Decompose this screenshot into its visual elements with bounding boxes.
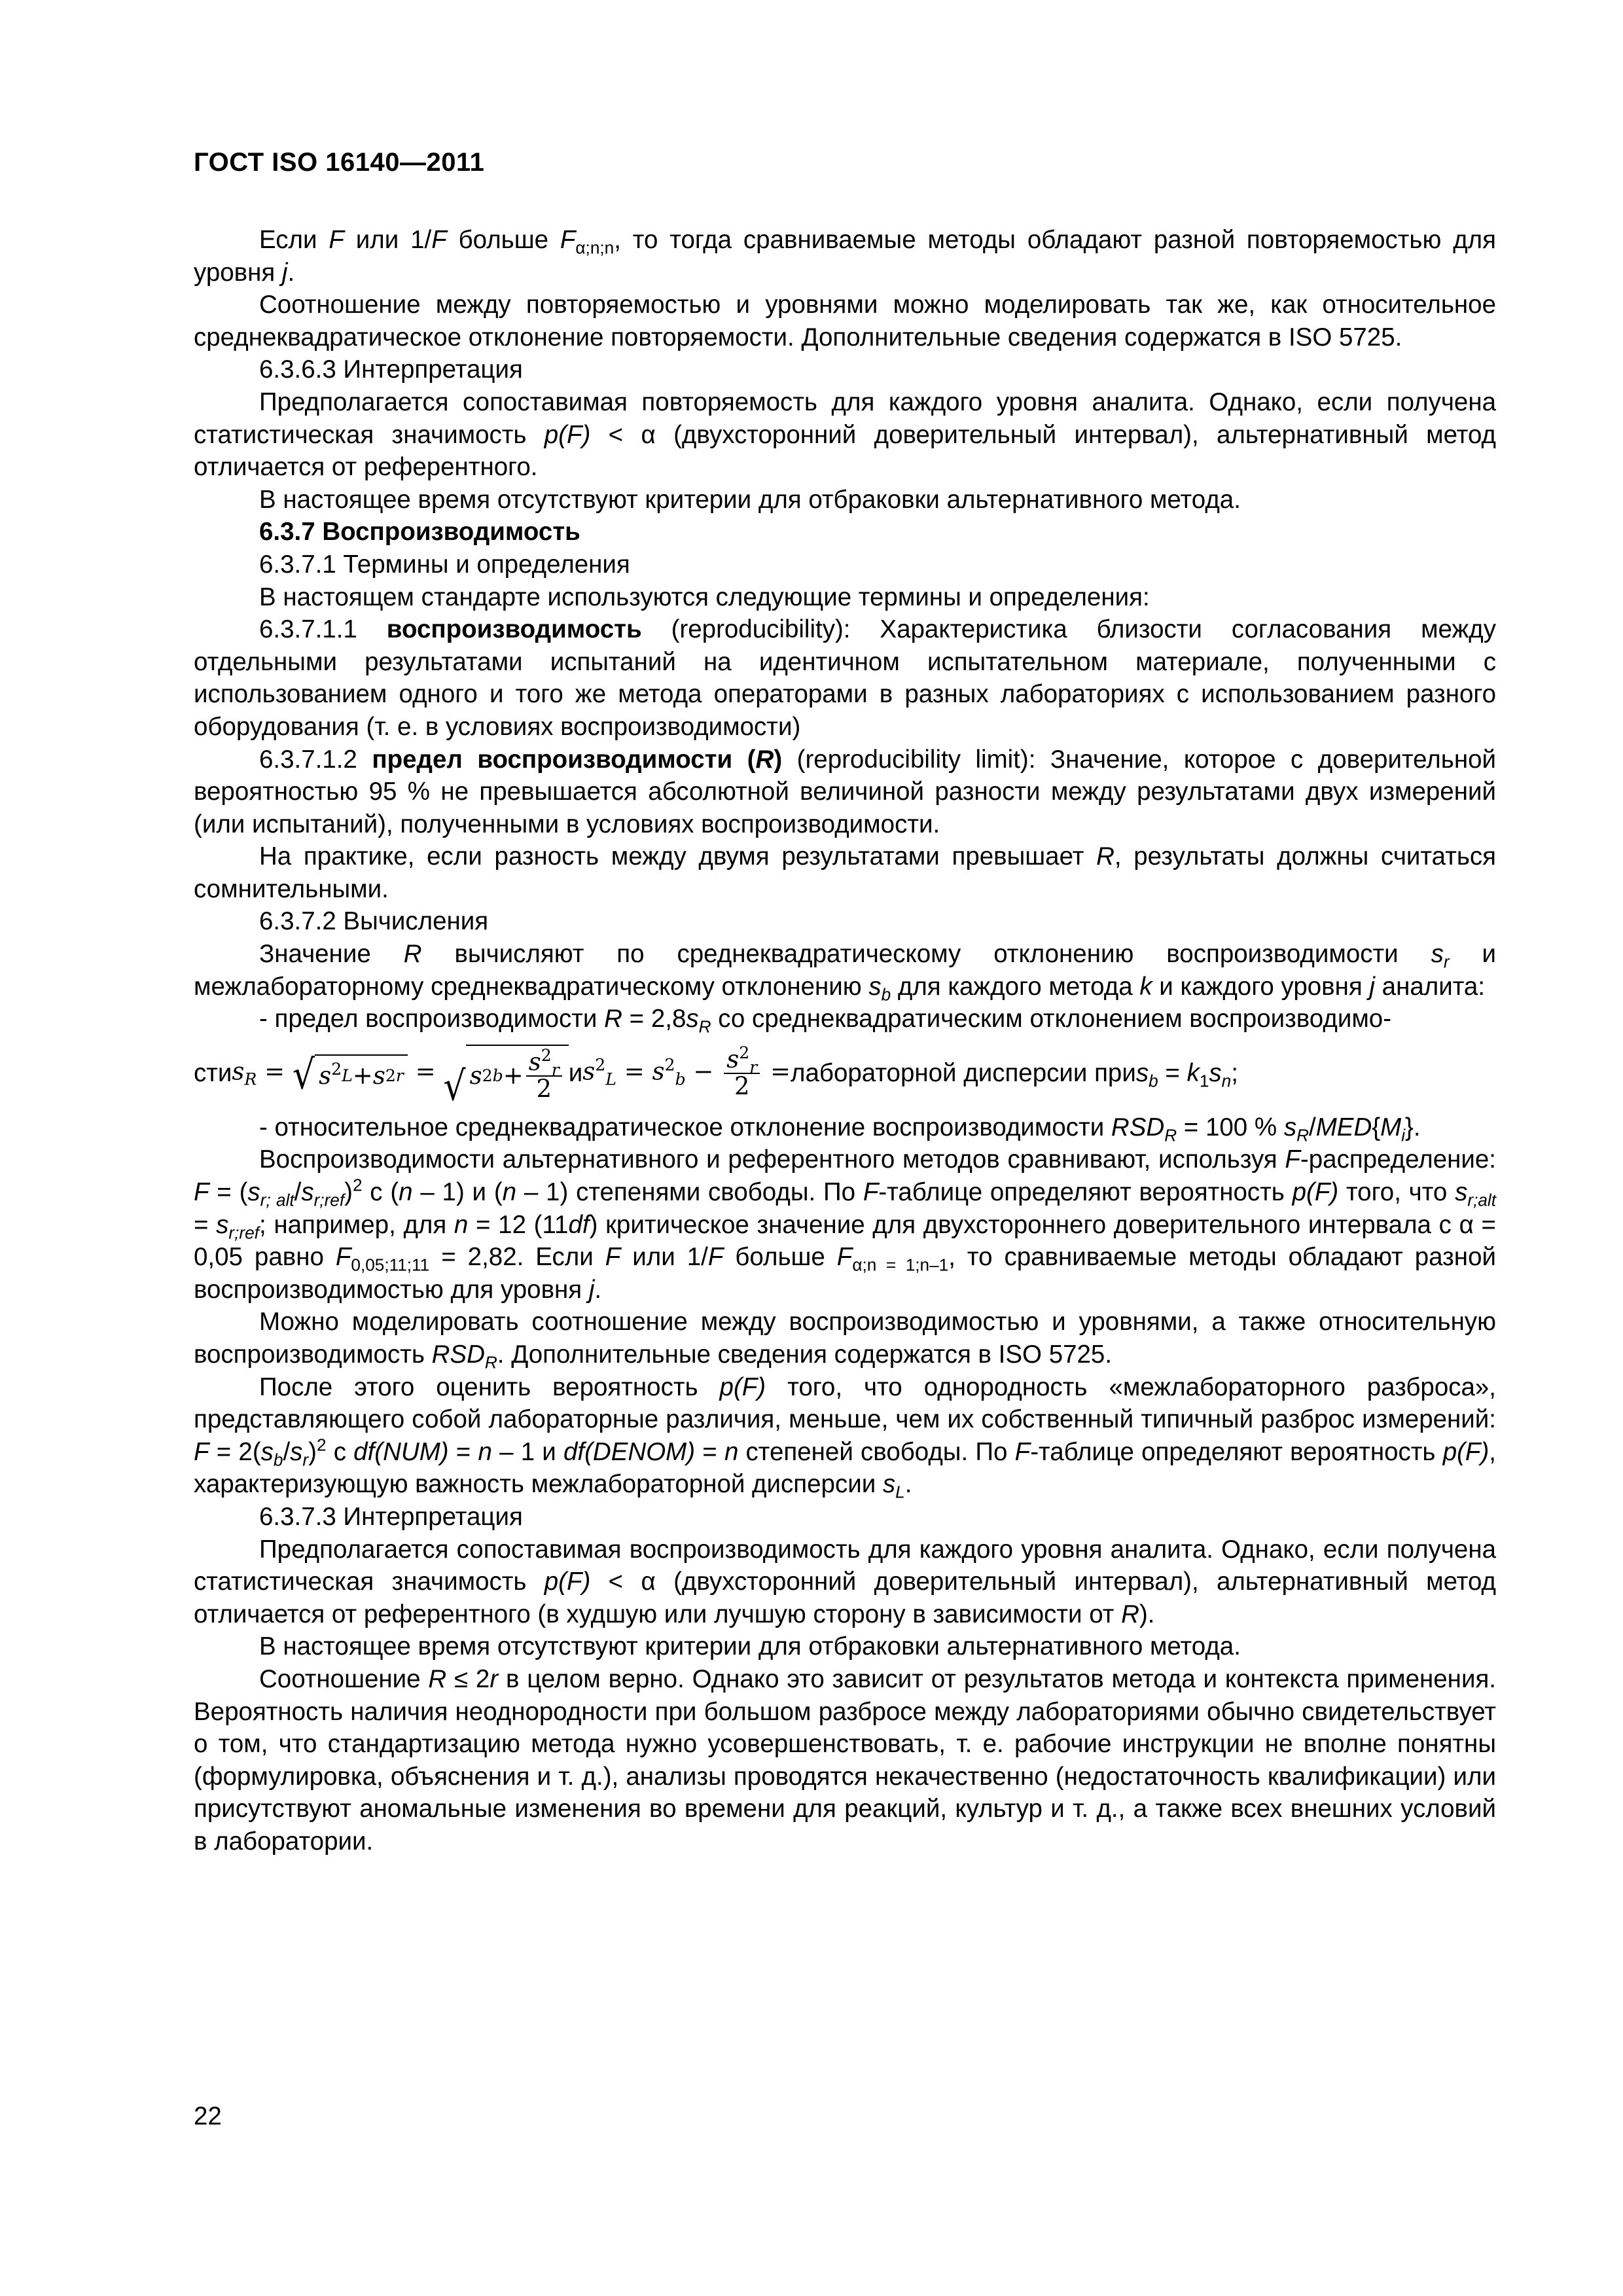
section-6-3-6-3: 6.3.6.3 Интерпретация: [259, 355, 523, 384]
document-body: [194, 224, 1496, 1858]
sqrt-sl-sr: √ s $^2$ L + s 2 r: [293, 1054, 408, 1092]
section-6-3-7-3: 6.3.7.3 Интерпретация: [259, 1502, 523, 1531]
paragraph-terms-intro: В настоящем стандарте используются следующие термины и определения:: [259, 583, 1150, 611]
paragraph-rsd-model: Можно моделировать соотношение между воспроизводимостью и уровнями, а также относительную воспроизводимость $RSD_R$. Дополнительные сведения содержатся в ISO 5725.: [194, 1308, 1496, 1372]
paragraph-rsd: - относительное среднеквадратическое отклонение воспроизводимости $RSD_R = 100$ % $s_R/MED\{M_i\}$.: [259, 1113, 1421, 1145]
paragraph-homogeneity: После этого оценить вероятность p(F) того, что однородность «межлабораторного разброса», представляющего собой лабораторные различия, меньше, чем их собственный типичный разброс измерений: $F = 2(s_b/s_r)^2$ с df(NUM) = n – 1 и df(DENOM) = n степеней свободы. По F-таблице определяют вероятность p(F), характеризующую важность межлабораторной дисперсии $s_L$.: [194, 1372, 1496, 1502]
formula-sr: сти $s_R$ = √ s $^2$ L + s 2 r = √ s 2 b + $\frac{s^2_r}{2}$ и $s^2_L = s^2_b$ − $\frac{s^2_r}{2}$ = лабораторной дисперсии при $s_b = k_1s_n$;: [194, 1043, 1238, 1110]
paragraph-practice: На практике, если разность между двумя результатами превышает R, результаты должны считаться сомнительными.: [194, 842, 1496, 903]
paragraph-reproducibility-limit-formula: - предел воспроизводимости $R = 2,8s_R$ со среднеквадратическим отклонением воспроизводимо-: [259, 1005, 1392, 1037]
document-header: ГОСТ ISO 16140—2011: [194, 148, 485, 177]
formula-sl: $s^2_L = s^2_b$ − $\frac{s^2_r}{2}$ =: [582, 1043, 791, 1100]
formula-expression: $s_R$ = √ s $^2$ L + s 2 r = √ s 2 b + $\frac{s^2_r}{2}$: [232, 1045, 568, 1102]
paragraph-f-comparison: Если F или 1/F больше $F_{\alpha;n;n}$, то тогда сравниваемые методы обладают разной повторяемостью для уровня j.: [194, 226, 1496, 287]
sqrt-sb-sr: √ s 2 b + $\frac{s^2_r}{2}$: [443, 1045, 568, 1102]
page-number: 22: [194, 2102, 222, 2130]
section-6-3-7-2: 6.3.7.2 Вычисления: [259, 907, 489, 936]
section-6-3-7: 6.3.7 Воспроизводимость: [259, 518, 580, 547]
paragraph-repeatability-interpretation: Предполагается сопоставимая повторяемость для каждого уровня аналита. Однако, если получена статистическая значимость p(F) < α (двухсторонний доверительный интервал), альтернативный метод отличается от референтного.: [194, 387, 1496, 482]
definition-reproducibility-limit: 6.3.7.1.2 предел воспроизводимости (R) (reproducibility limit): Значение, которое с доверительной вероятностью 95 % не превышается абсолютной величиной разности между результатами двух измерений (или испытаний), полученными в условиях воспроизводимости.: [194, 745, 1497, 838]
paragraph-ratio: Соотношение R ≤ 2r в целом верно. Однако это зависит от результатов метода и контекста применения. Вероятность наличия неоднородности при большом разбросе между лабораториями обычно свидетельствует о том, что стандартизацию метода нужно усовершенствовать, т. е. рабочие инструкции не вполне понятны (формулировка, объяснения и т. д.), анализы проводятся некачественно (недостаточность квалификации) или присутствуют аномальные изменения во времени для реакций, культур и т. д., а также всех внешних условий в лаборатории.: [194, 1664, 1496, 1856]
paragraph-repeatability-model: Соотношение между повторяемостью и уровнями можно моделировать так же, как относительное среднеквадратическое отклонение повторяемости. Дополнительные сведения содержатся в ISO 5725.: [194, 291, 1496, 351]
definition-reproducibility: 6.3.7.1.1 воспроизводимость (reproducibility): Характеристика близости согласования между отдельными результатами испытаний на идентичном испытательном материале, полученными с использованием одного и того же метода операторами в разных лабораториях с использованием разного оборудования (т. е. в условиях воспроизводимости): [194, 615, 1496, 741]
paragraph-reproducibility-interpretation: Предполагается сопоставимая воспроизводимость для каждого уровня аналита. Однако, если получена статистическая значимость p(F) < α (двухсторонний доверительный интервал), альтернативный метод отличается от референтного (в худшую или лучшую сторону в зависимости от R).: [194, 1535, 1496, 1628]
paragraph-f-distribution: Воспроизводимости альтернативного и референтного методов сравнивают, используя F-распределение: $F = (s_{r; alt}/s_{r;ref})^2$ с (n – 1) и (n – 1) степенями свободы. По F-таблице определяют вероятность p(F) того, что $s_{r;alt} = s_{r;ref}$; например, для n = 12 (11df) критическое значение для двухстороннего доверительного интервала с α = 0,05 равно $F_{0,05;11;11} = 2,82$. Если F или 1/F больше $F_{\alpha;n = 1;n-1}$, то сравниваемые методы обладают разной воспроизводимостью для уровня j.: [194, 1145, 1497, 1304]
paragraph-no-criteria-2: В настоящее время отсутствуют критерии для отбраковки альтернативного метода.: [259, 1632, 1241, 1661]
paragraph-no-criteria-1: В настоящее время отсутствуют критерии для отбраковки альтернативного метода.: [259, 485, 1241, 514]
section-6-3-7-1: 6.3.7.1 Термины и определения: [259, 550, 630, 579]
paragraph-r-calculation: Значение R вычисляют по среднеквадратическому отклонению воспроизводимости $s_r$ и межлабораторному среднеквадратическому отклонению $s_b$ для каждого метода k и каждого уровня j аналита:: [194, 940, 1496, 1005]
